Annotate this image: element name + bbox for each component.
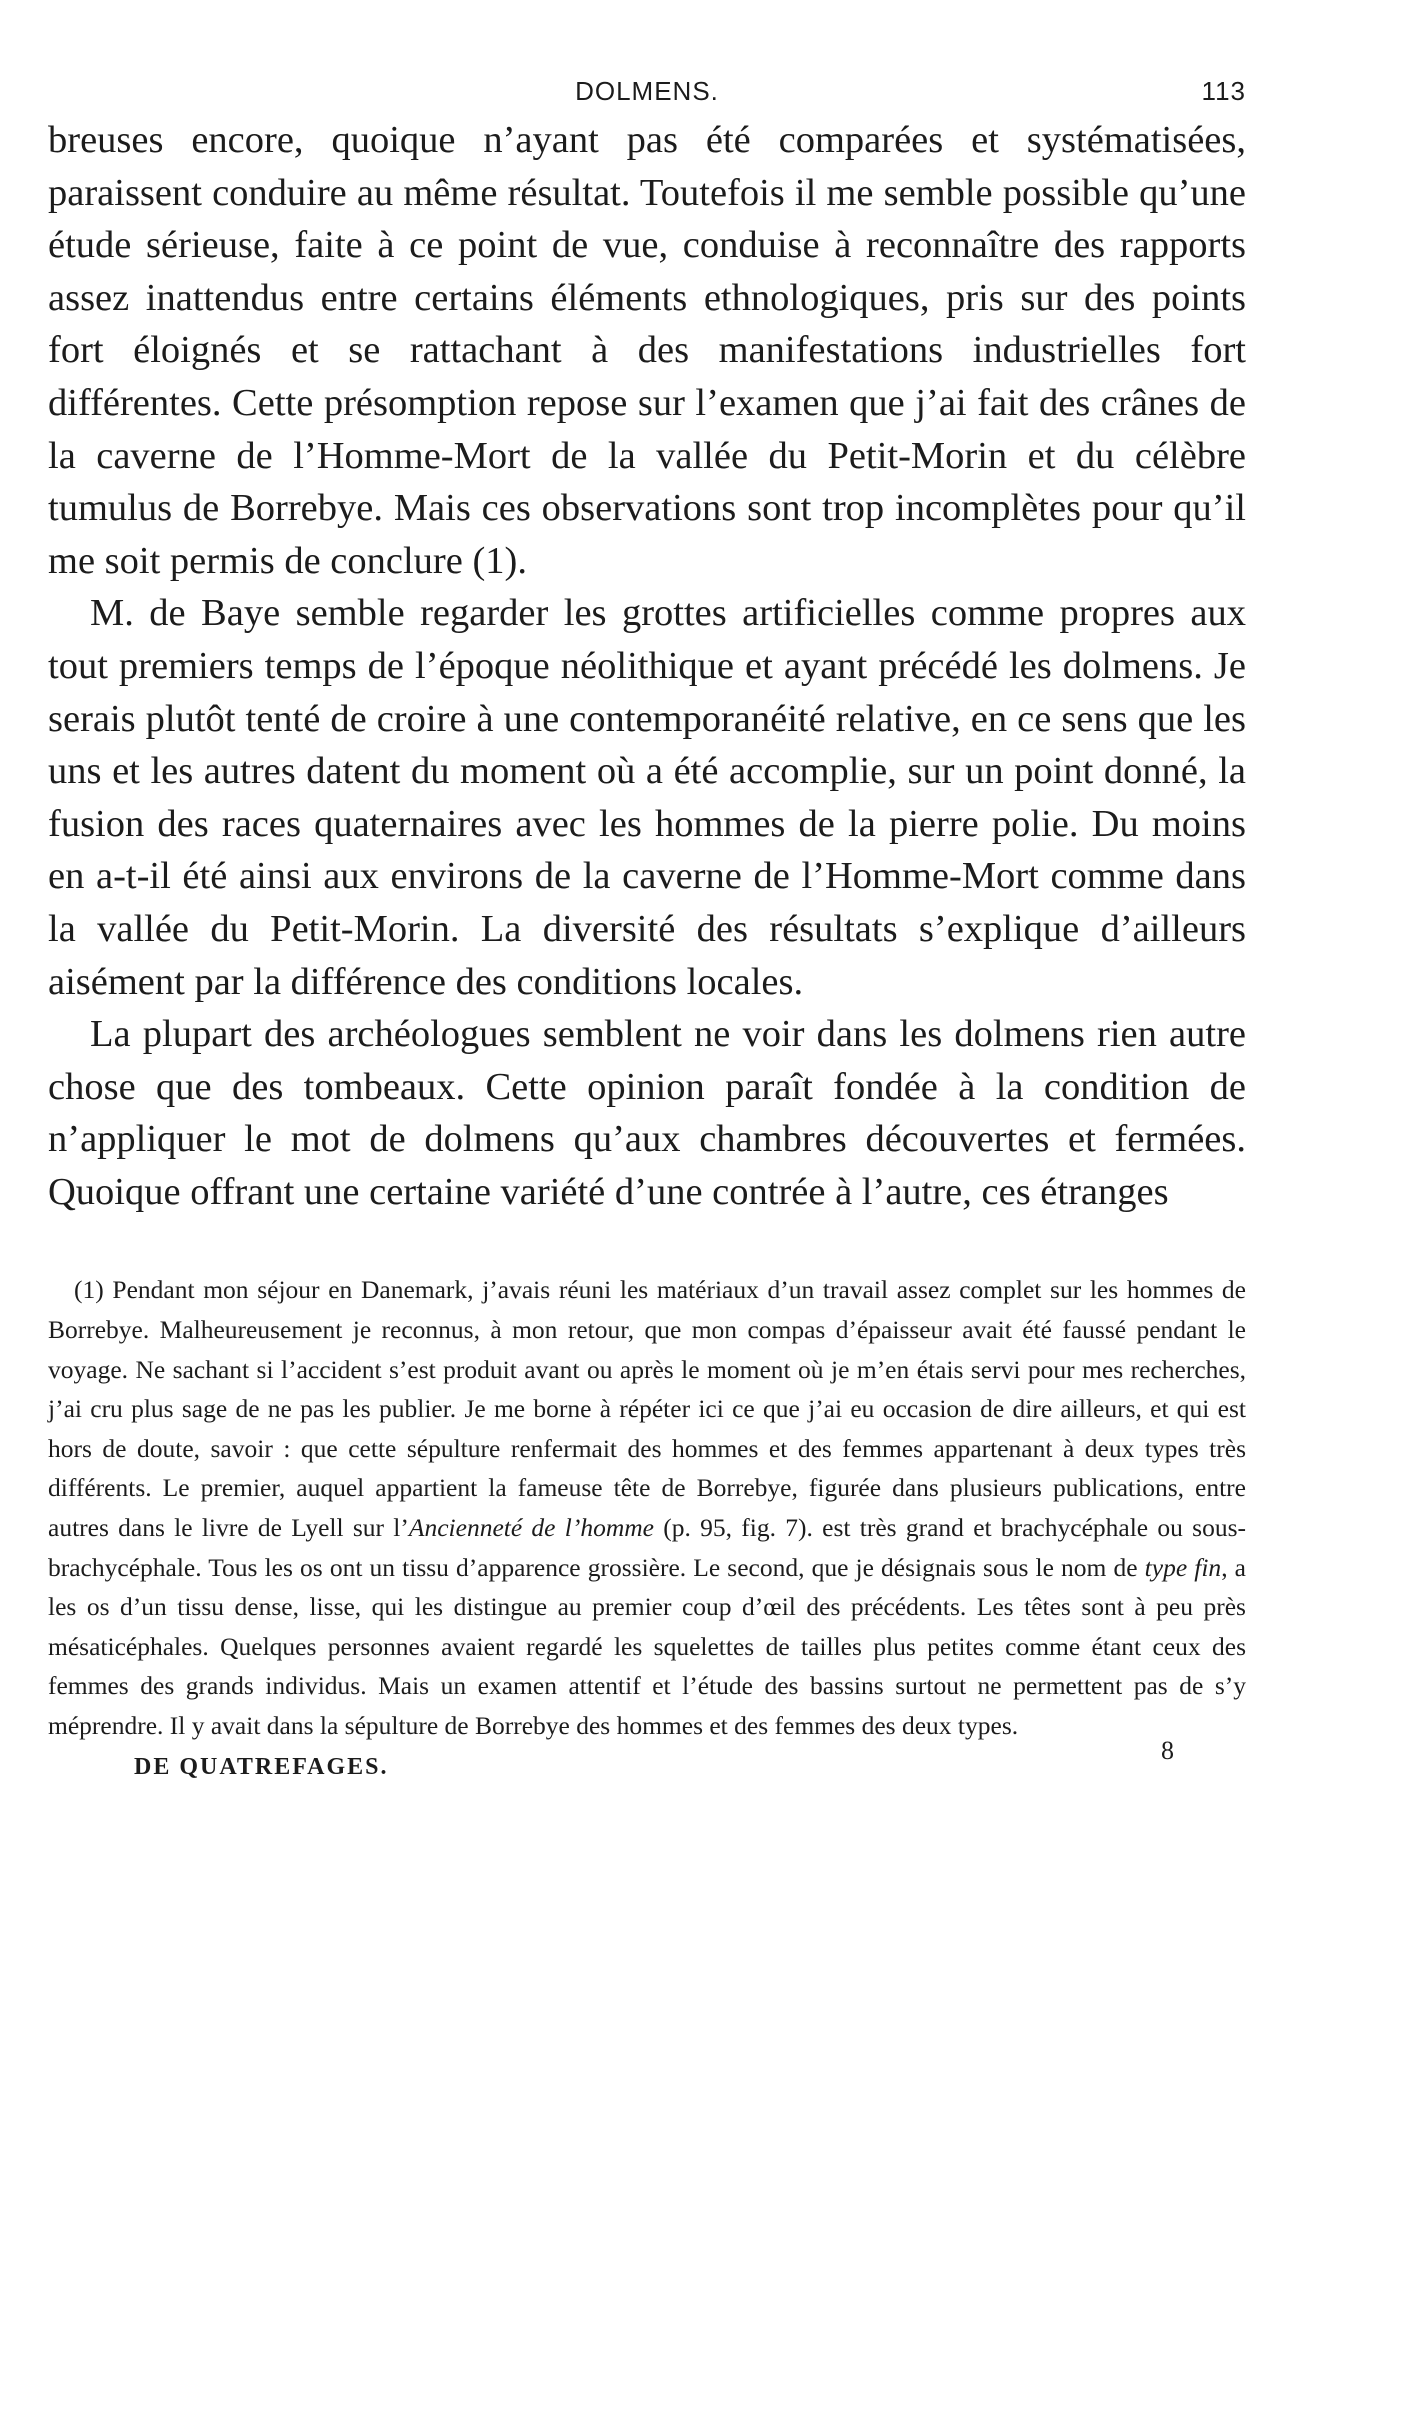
running-head	[48, 70, 1246, 114]
paragraph-1: breuses encore, quoique n’ayant pas été comparées et systématisées, paraissent conduire au même résultat. Toutefois il me semble possible qu’une étude sérieuse, faite à ce point de vue, conduise à reconnaître des rapports assez inattendus entre certains éléments ethnologiques, pris sur des points fort éloignés et se rattachant à des manifestations industrielles fort différentes. Cette présomption repose sur l’examen que j’ai fait des crânes de la caverne de l’Homme-Mort de la vallée du Petit-Morin et du célèbre tumulus de Borrebye. Mais ces observations sont trop incomplètes pour qu’il me soit permis de conclure (1).	[48, 119, 1246, 582]
page-number: 113	[1201, 76, 1246, 106]
footnote-text-part-1: (1) Pendant mon séjour en Danemark, j’avais réuni les matériaux d’un travail assez complet sur les hommes de Borrebye. Malheureusement je reconnus, à mon retour, que mon compas d’épaisseur avait été faussé pendant le voyage. Ne sachant si l’accident s’est produit avant ou après le moment où je m’en étais servi pour mes recherches, j’ai cru plus sage de ne pas les publier. Je me borne à répéter ici ce que j’ai eu occasion de dire ailleurs, et qui est hors de doute, savoir : que cette sépulture renfermait des hommes et des femmes appartenant à deux types très différents. Le premier, auquel appartient la fameuse tête de Borrebye, figurée dans plusieurs publications, entre autres dans le livre de Lyell sur l’	[48, 1275, 1246, 1543]
paragraph-2: M. de Baye semble regarder les grottes artificielles comme propres aux tout premiers temps de l’époque néolithique et ayant précédé les dolmens. Je serais plutôt tenté de croire à une contemporanéité relative, en ce sens que les uns et les autres datent du moment où a été accomplie, sur un point donné, la fusion des races quaternaires avec les hommes de la pierre polie. Du moins en a-t-il été ainsi aux environs de la caverne de l’Homme-Mort comme dans la vallée du Petit-Morin. La diversité des résultats s’explique d’ailleurs aisément par la différence des conditions locales.	[48, 592, 1246, 1003]
running-title: DOLMENS.	[575, 76, 719, 106]
footnote-text-part-2: (p. 95, fig. 7). est très grand et brachycéphale ou sous-brachycéphale. Tous les os ont un tissu d’apparence grossière. Le second, que je désignais sous le nom de	[48, 1513, 1246, 1582]
author-signature: DE QUATREFAGES.	[134, 1753, 389, 1780]
footnote-1	[48, 1270, 1246, 1745]
book-page	[48, 70, 1246, 1788]
footnote-book-title: Ancienneté de l’homme	[408, 1513, 654, 1543]
footnote-type-name: type fin	[1144, 1552, 1222, 1582]
body-text	[48, 114, 1246, 1218]
footnotes	[48, 1270, 1246, 1745]
paragraph-3: La plupart des archéologues semblent ne voir dans les dolmens rien autre chose que des tombeaux. Cette opinion paraît fondée à la condition de n’appliquer le mot de dolmens qu’aux chambres découvertes et fermées. Quoique offrant une certaine variété d’une contrée à l’autre, ces étranges	[48, 1013, 1246, 1213]
sheet-mark: 8	[1161, 1735, 1174, 1765]
footnote-text-part-3: , a les os d’un tissu dense, lisse, qui les distingue au premier coup d’œil des précédents. Les têtes sont à peu près mésaticéphales. Quelques personnes avaient regardé les squelettes de tailles plus petites comme étant ceux des femmes des grands individus. Mais un examen attentif et l’étude des bassins surtout ne permettent pas de s’y méprendre. Il y avait dans la sépulture de Borrebye des hommes et des femmes des deux types.	[48, 1552, 1246, 1740]
signature-line	[48, 1735, 1246, 1788]
